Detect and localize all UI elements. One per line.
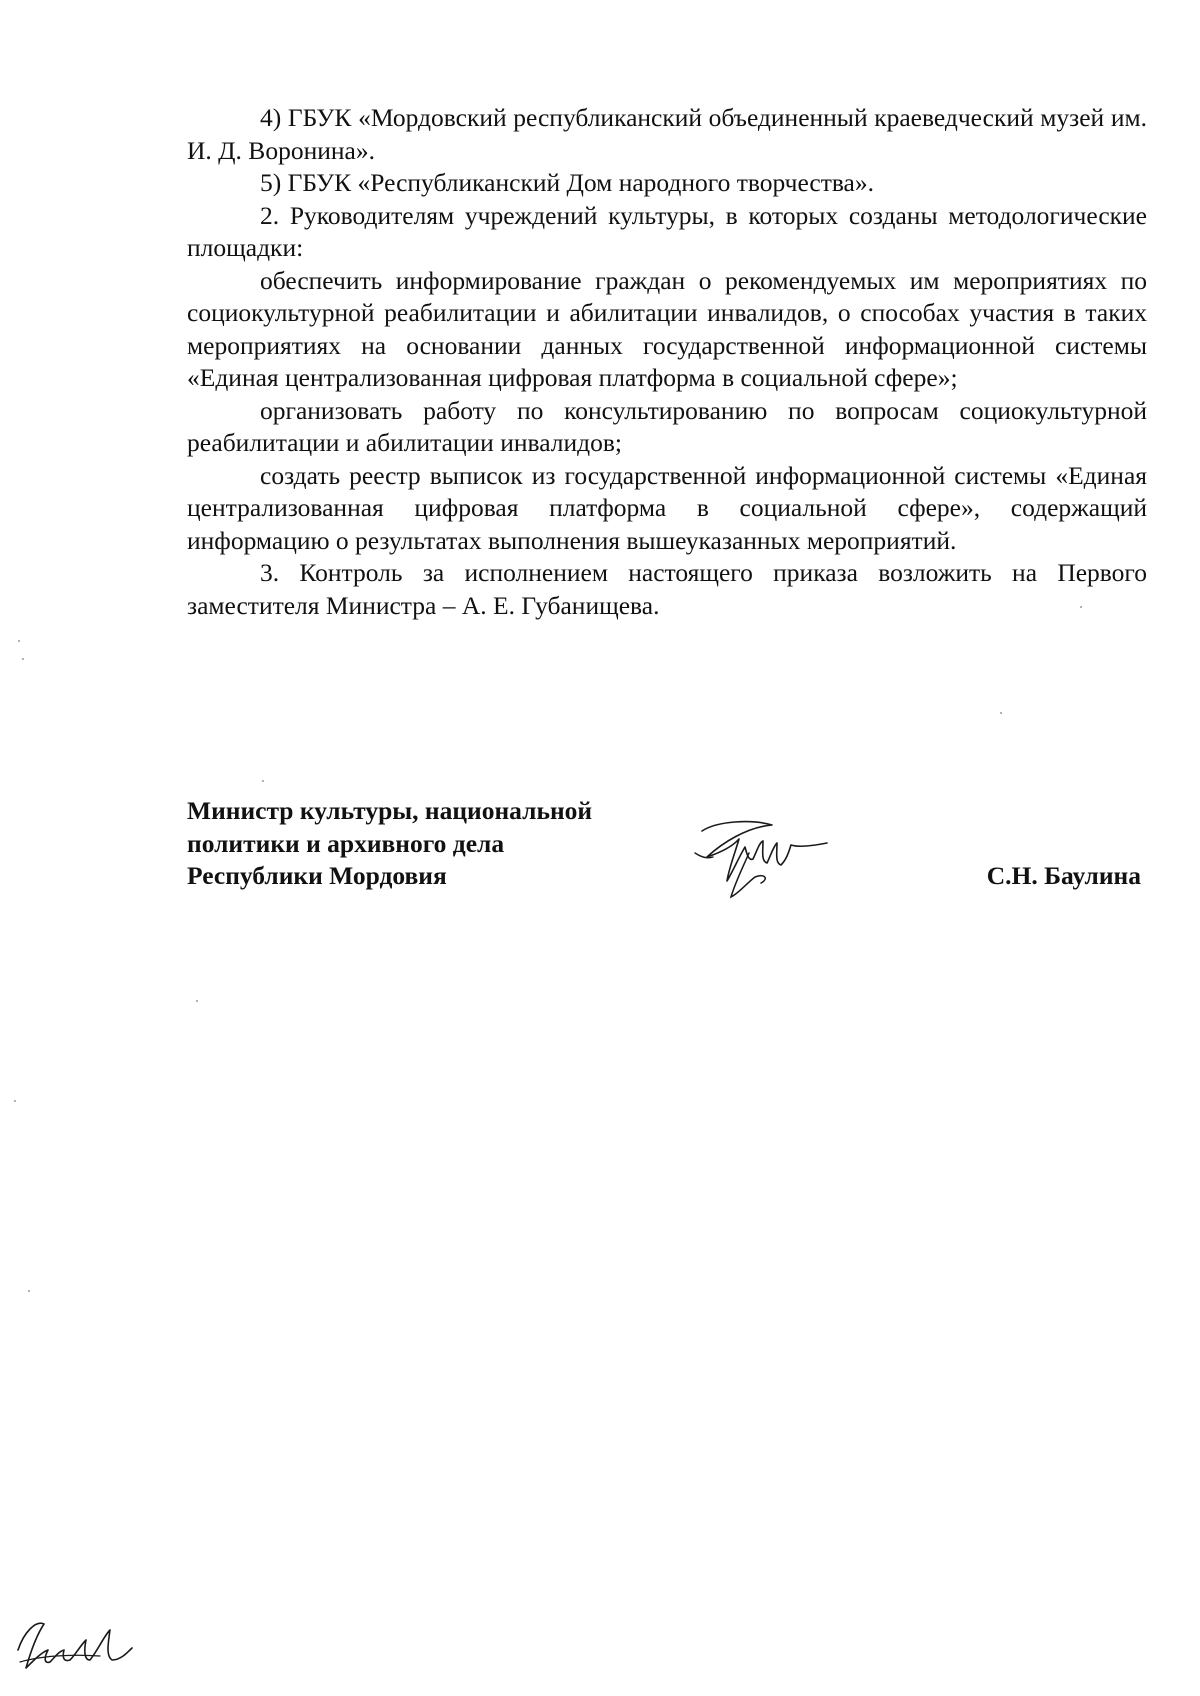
signatory-title-line-2: политики и архивного дела (187, 828, 505, 858)
scan-speck (1080, 606, 1082, 608)
handwritten-signature (677, 813, 847, 903)
signatory-title (187, 795, 592, 893)
signatory-name: С.Н. Баулина (986, 861, 1141, 890)
signatory-title-line-3: Республики Мордовия (187, 861, 447, 890)
scan-speck (196, 1000, 198, 1002)
scan-speck (18, 640, 20, 642)
paragraph-consult: организовать работу по консультированию по вопросам социокультурной реабилитации и абилитации инвалидов; (187, 395, 1147, 457)
scan-speck (1000, 712, 1002, 714)
signature-block (187, 795, 1147, 905)
scan-speck (22, 658, 24, 660)
paragraph-point-3: 3. Контроль за исполнением настоящего приказа возложить на Первого заместителя Министра – А. Е. Губанищева. (187, 558, 1147, 620)
signatory-title-line-1: Министр культуры, национальной (187, 796, 593, 825)
scan-speck (262, 780, 264, 782)
paragraph-registry: создать реестр выписок из государственной информационной системы «Единая централизованная цифровая платформа в социальной сфере», содержащий информацию о результатах выполнения вышеуказанных мероприятий. (187, 460, 1147, 555)
scan-speck (14, 1100, 16, 1102)
scan-speck (28, 1290, 30, 1292)
handwritten-initials (10, 1610, 150, 1680)
paragraph-item-5: 5) ГБУК «Республиканский Дом народного творчества». (260, 168, 875, 197)
document-body (187, 102, 1147, 622)
paragraph-inform: обеспечить информирование граждан о рекомендуемых им мероприятиях по социокультурной реабилитации и абилитации инвалидов, о способах участия в таких мероприятиях на основании данных государственной информационной системы «Единая централизованная цифровая платформа в социальной сфере»; (187, 265, 1147, 392)
paragraph-item-4: 4) ГБУК «Мордовский республиканский объединенный краеведческий музей им. И. Д. Воронина». (187, 103, 1147, 165)
paragraph-point-2: 2. Руководителям учреждений культуры, в которых созданы методологические площадки: (187, 200, 1147, 262)
